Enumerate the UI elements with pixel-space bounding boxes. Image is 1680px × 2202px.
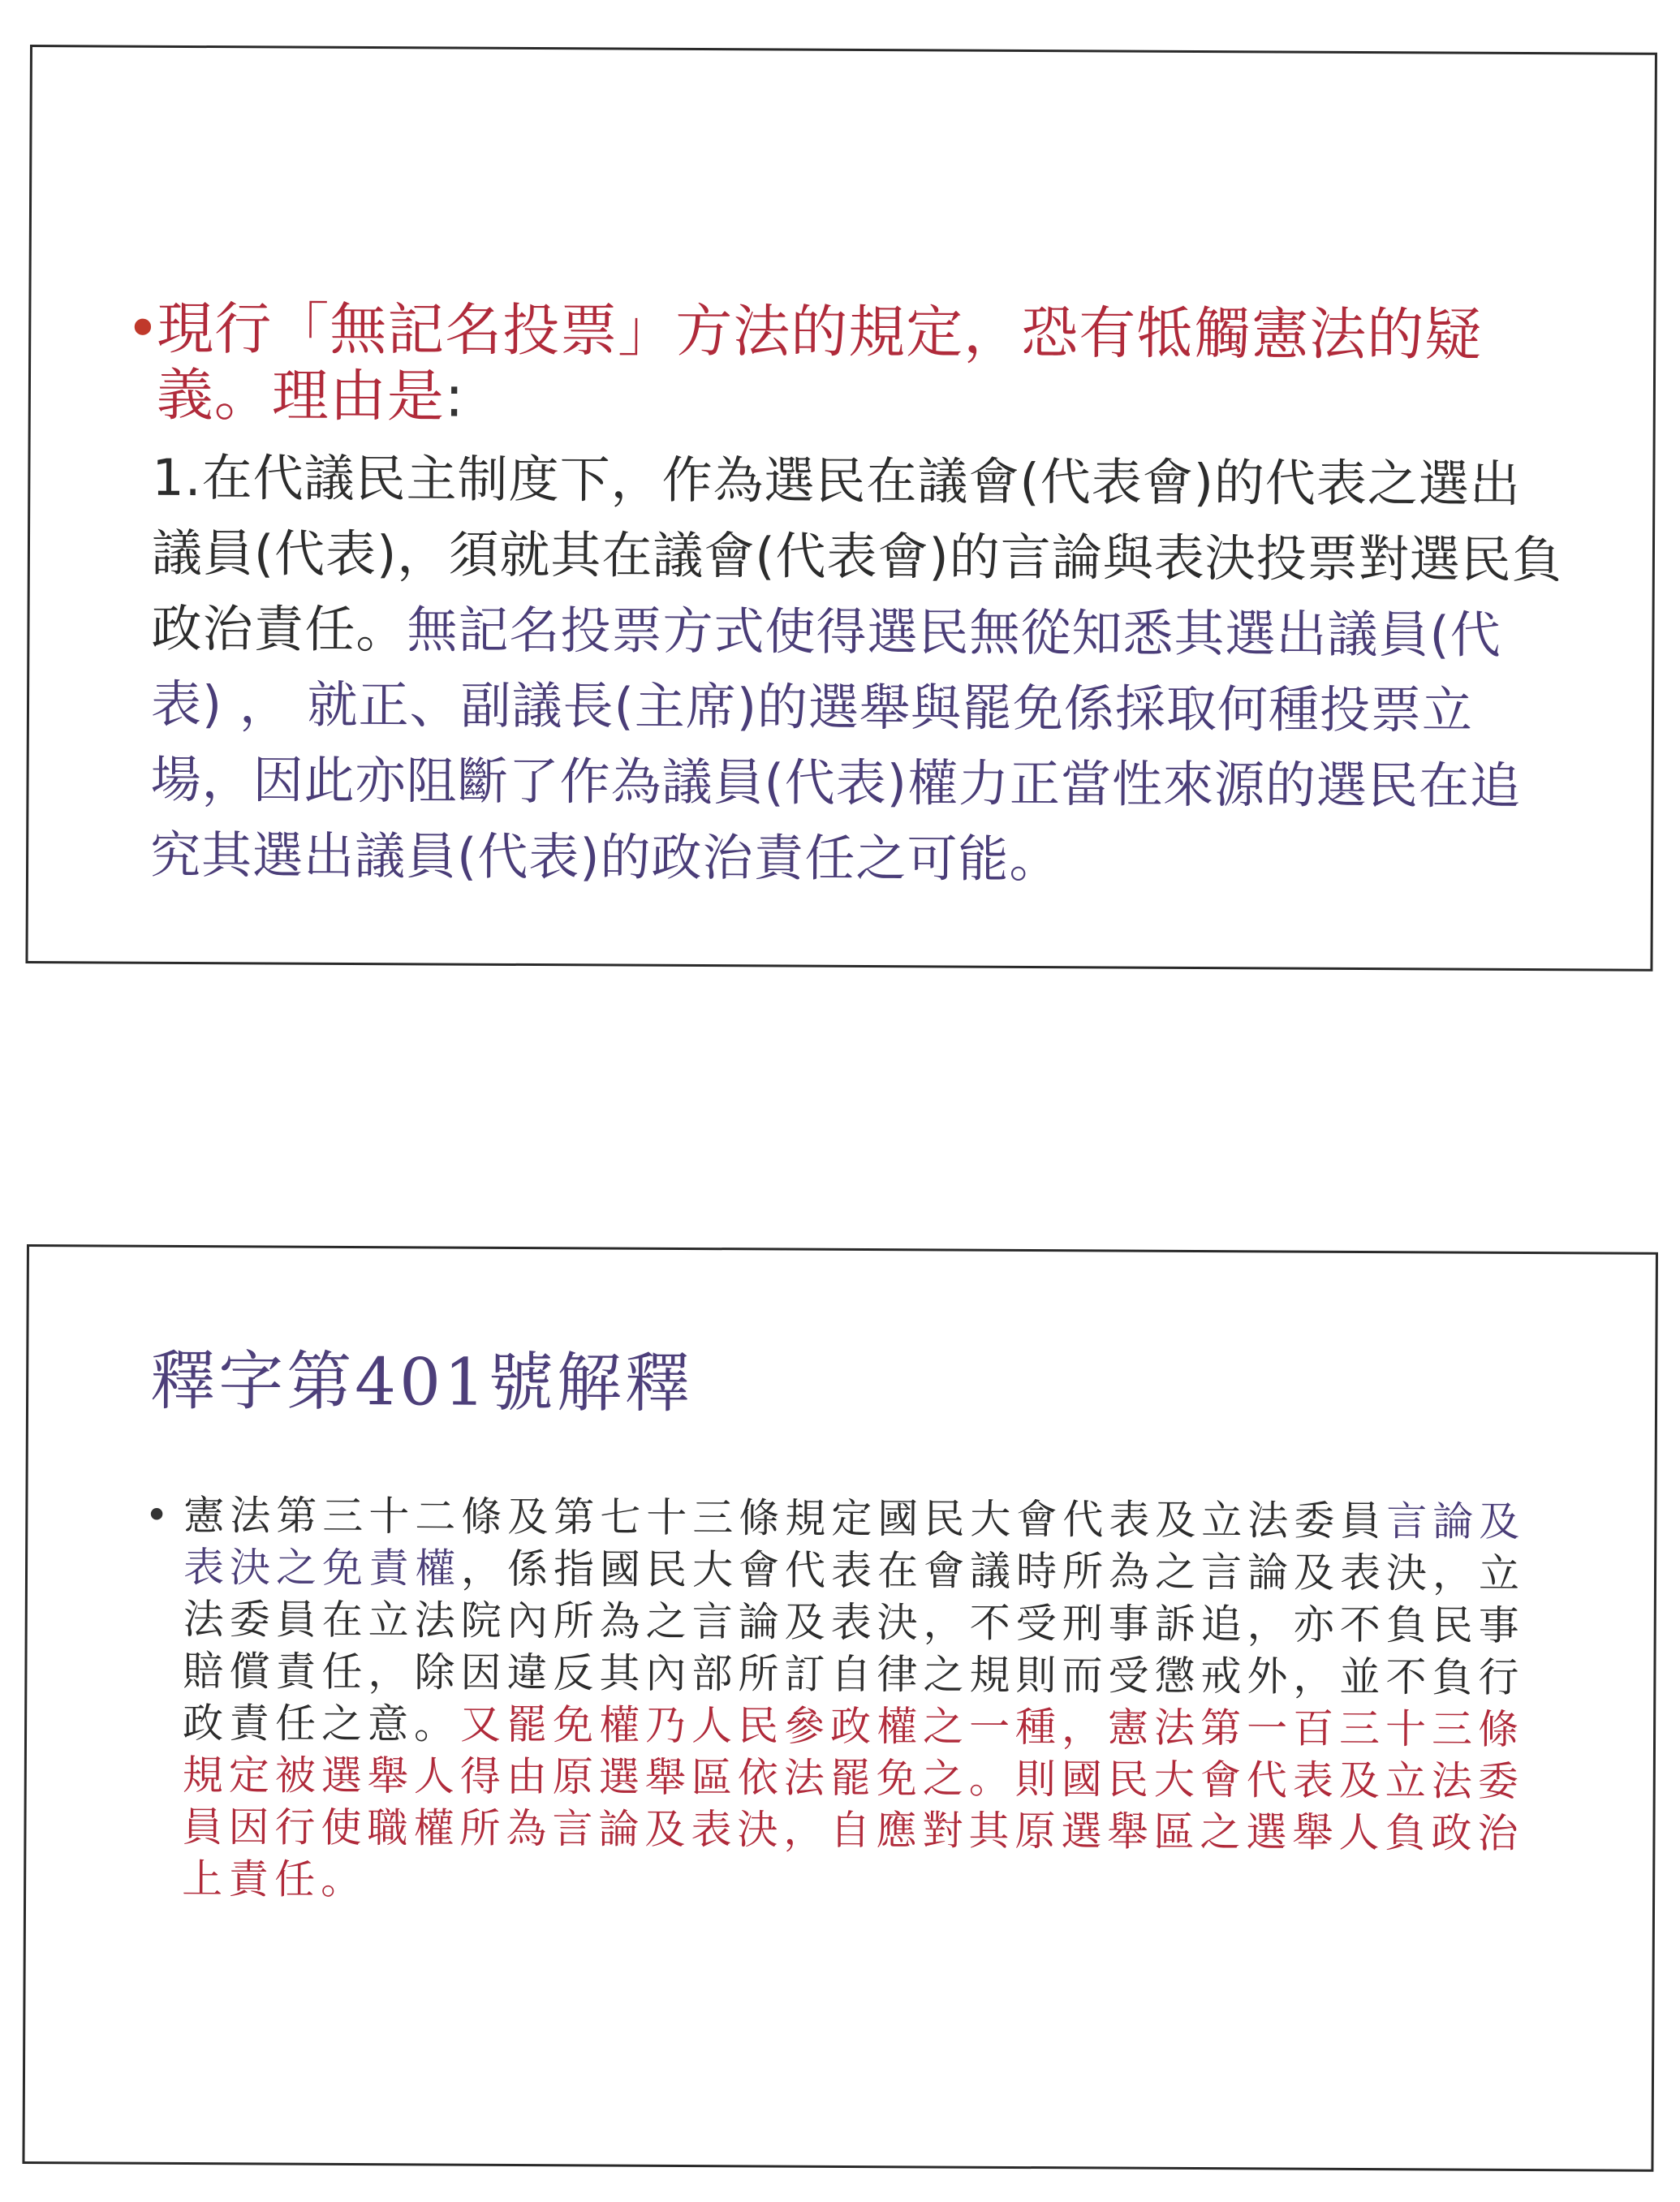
body-text-dark-1: 憲法第三十二條及第七十三條規定國民大會代表及立法委員 xyxy=(183,1491,1387,1545)
heading-colon: : xyxy=(444,363,465,430)
slide-2-title: 釋字第401號解釋 xyxy=(149,1342,694,1422)
body-text-purple: 無記名投票方式使得選民無從知悉其選出議員(代表) ， 就正、副議長(主席)的選舉與罷免係採取何種投票立場，因此亦阻斷了作為議員(代表)權力正當性來源的選民在追究其選出議員(代表)的政治責任之可能。 xyxy=(149,600,1522,890)
body-text-red: 又罷免權乃人民參政權之一種，憲法第一百三十三條規定被選舉人得由原選舉區依法罷免之。則國民大會代表及立法委員因行使職權所為言論及表決，自應對其原選舉區之選舉人負政治上責任。 xyxy=(182,1700,1525,1904)
slide-2-body xyxy=(144,1489,1547,1911)
bullet-icon: • xyxy=(144,1491,175,1539)
slide-1 xyxy=(25,45,1657,972)
slide-2 xyxy=(22,1244,1658,2172)
heading-text: 現行「無記名投票」方法的規定，恐有牴觸憲法的疑義。理由是 xyxy=(156,295,1483,430)
body-text-dark-2: ，係指國民大會代表在會議時所為之言論及表決，立法委員在立法院內所為之言論及表決，不受刑事訴追，亦不負民事賠償責任，除因違反其內部所訂自律之規則而受懲戒外，並不負行政責任之意。 xyxy=(182,1545,1526,1748)
slide-1-body xyxy=(150,440,1565,899)
body-text-dark: 1.在代議民主制度下，作為選民在議會(代表會)的代表之選出議員(代表)，須就其在議會(代表會)的言論與表決投票對選民負政治責任。 xyxy=(151,447,1563,660)
slide-1-heading xyxy=(126,295,1570,436)
body-text-purple: 言論及表決之免責權 xyxy=(183,1497,1526,1592)
bullet-icon: • xyxy=(126,295,161,362)
